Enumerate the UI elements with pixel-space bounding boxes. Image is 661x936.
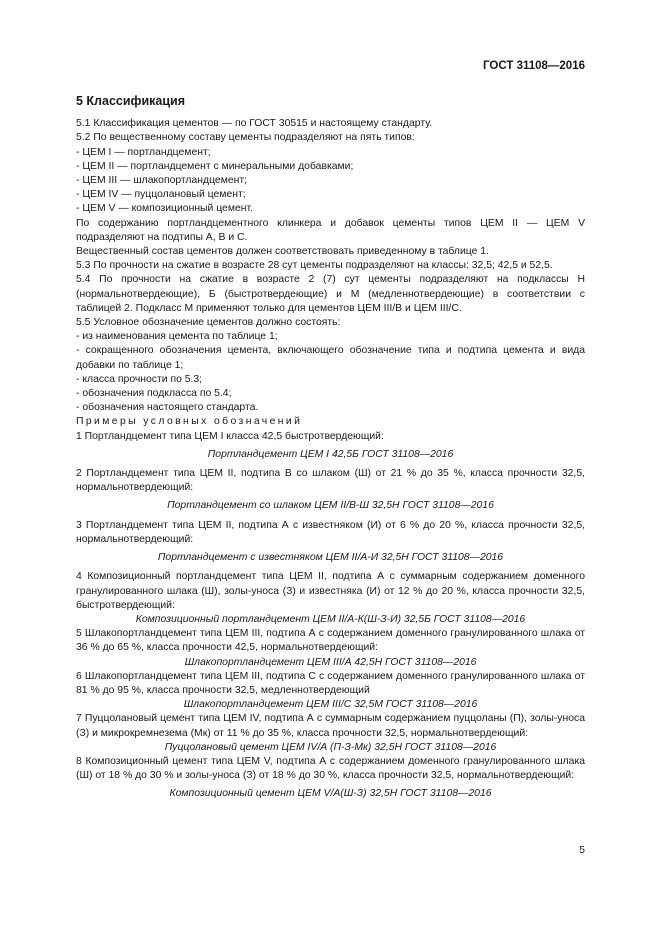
paragraph-5-1: 5.1 Классификация цементов — по ГОСТ 30515 и настоящему стандарту. (76, 118, 433, 130)
example-designation: Портландцемент со шлаком ЦЕМ II/В-Ш 32,5Н ГОСТ 31108—2016 (167, 500, 494, 512)
example-designation: Пуццолановый цемент ЦЕМ IV/А (П-З-Мк) 32,5Н ГОСТ 31108—2016 (164, 741, 497, 753)
example-text: 3 Портландцемент типа ЦЕМ II, подтипа А с известняком (И) от 6 % до 20 %, класса прочности 32,5, нормальнотвердеющий: (76, 519, 585, 545)
paragraph-5-3: 5.3 По прочности на сжатие в возрасте 28 сут цементы подразделяют на классы: 32,5; 42,5 и 52,5. (76, 260, 553, 272)
example-designation: Композиционный портландцемент ЦЕМ II/А-К(Ш-З-И) 32,5Б ГОСТ 31108—2016 (135, 613, 526, 625)
paragraph-5-5: 5.5 Условное обозначение цементов должно состоять: (76, 317, 341, 329)
list-item: - из наименования цемента по таблице 1; (76, 331, 278, 343)
list-item: - ЦЕМ I — портландцемент; (76, 146, 211, 158)
list-item: - обозначения настоящего стандарта. (76, 402, 259, 414)
paragraph-5-2: 5.2 По вещественному составу цементы подразделяют на пять типов: (76, 132, 415, 144)
list-item: - ЦЕМ V — композиционный цемент. (76, 203, 253, 215)
example-designation: Портландцемент ЦЕМ I 42,5Б ГОСТ 31108—2016 (207, 448, 454, 460)
list-item: - ЦЕМ II — портландцемент с минеральными добавками; (76, 160, 354, 172)
examples-heading: Примеры условных обозначений (76, 416, 303, 428)
list-item: - сокращенного обозначения цемента, включающего обозначение типа и подтипа цемента и вида добавки по таблице 1; (76, 345, 585, 371)
example-designation: Композиционный цемент ЦЕМ V/А(Ш-З) 32,5Н ГОСТ 31108—2016 (169, 788, 492, 800)
list-item: - обозначения подкласса по 5.4; (76, 388, 232, 400)
example-text: 4 Композиционный портландцемент типа ЦЕМ II, подтипа А с суммарным содержанием доменного гранулированного шлака (Ш), золы-уноса (З) и известняка (И) от 12 % до 20 %, класса прочности 32,5, быстротвердеющий: (76, 571, 585, 611)
list-item: - класса прочности по 5.3; (76, 373, 203, 385)
example-text: 1 Портландцемент типа ЦЕМ I класса 42,5 быстротвердеющий: (76, 430, 384, 442)
example-designation: Шлакопортландцемент ЦЕМ III/А 42,5Н ГОСТ 31108—2016 (184, 656, 477, 668)
list-item: - ЦЕМ IV — пуццолановый цемент; (76, 189, 246, 201)
table-reference: Вещественный состав цементов должен соответствовать приведенному в таблице 1. (76, 246, 489, 258)
document-header: ГОСТ 31108—2016 (483, 60, 585, 72)
list-item: - ЦЕМ III — шлакопортландцемент; (76, 175, 247, 187)
page-content (76, 94, 585, 807)
example-text: 6 Шлакопортландцемент типа ЦЕМ III, подтипа С с содержанием доменного гранулированного шлака от 81 % до 95 %, класса прочности 32,5, медленнотвердеющий (76, 670, 585, 696)
example-text: 2 Портландцемент типа ЦЕМ II, подтипа В со шлаком (Ш) от 21 % до 35 %, класса прочности 32,5, нормальнотвердеющий: (76, 468, 585, 494)
example-designation: Шлакопортландцемент ЦЕМ III/С 32,5М ГОСТ 31108—2016 (183, 699, 478, 711)
section-title: 5 Классификация (76, 94, 186, 108)
example-text: 7 Пуццолановый цемент типа ЦЕМ IV, подтипа А с суммарным содержанием пуццоланы (П), золы-уноса (З) и микрокремнезема (Мк) от 11 % до 35 %, класса прочности 32,5, нормальнотвердеющий: (76, 713, 585, 739)
subtype-paragraph: По содержанию портландцементного клинкера и добавок цементы типов ЦЕМ II — ЦЕМ V подразделяют на подтипы А, В и С. (76, 217, 585, 243)
page-number: 5 (579, 844, 585, 856)
example-text: 8 Композиционный цемент типа ЦЕМ V, подтипа А с содержанием доменного гранулированного шлака (Ш) от 18 % до 30 % и золы-уноса (З) от 18 % до 30 %, класса прочности 32,5, нормальнотвердеющий: (76, 755, 585, 782)
example-text: 5 Шлакопортландцемент типа ЦЕМ III, подтипа А с содержанием доменного гранулированного шлака от 36 % до 65 %, класса прочности 42,5, нормальнотвердеющий: (76, 628, 585, 654)
example-designation: Портландцемент с известняком ЦЕМ II/А-И 32,5Н ГОСТ 31108—2016 (157, 552, 504, 564)
paragraph-5-4: 5.4 По прочности на сжатие в возрасте 2 (7) сут цементы подразделяют на подклассы Н (нормальнотвердеющие), Б (быстротвердеющие) и М (медленнотвердеющие) в соответствии с таблицей 2. Подкласс М применяют только для цементов ЦЕМ III/В и ЦЕМ III/С. (76, 274, 585, 314)
